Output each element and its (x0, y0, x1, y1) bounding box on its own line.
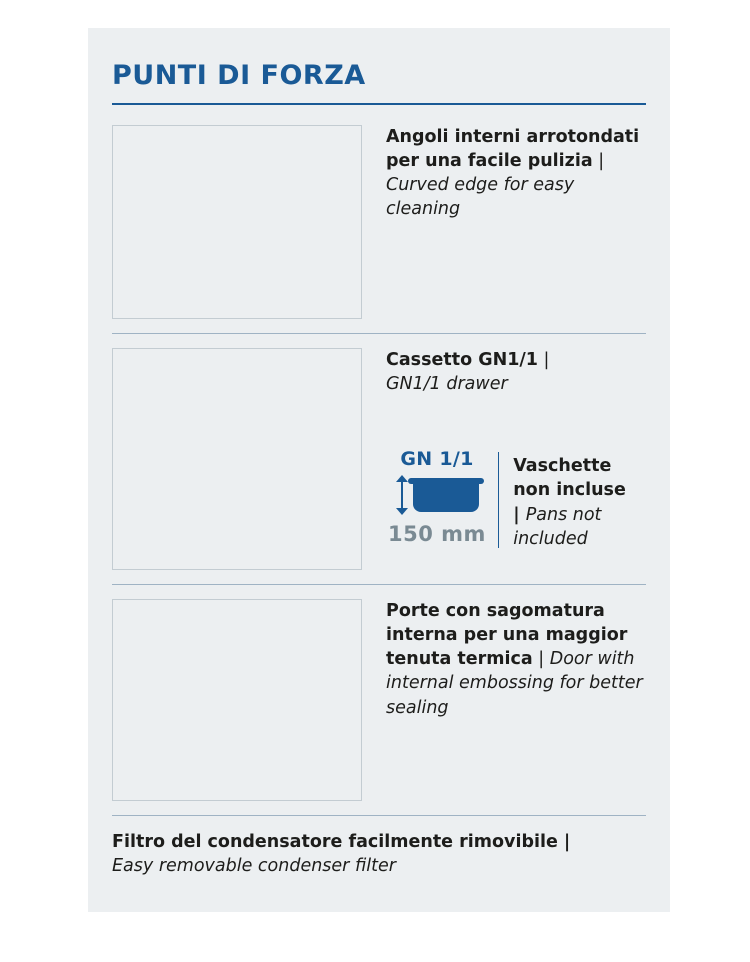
feature-caption-3 (386, 599, 646, 720)
content-area (112, 52, 646, 888)
gn-badge (386, 448, 646, 552)
footer-note-en: Easy removable condenser filter (112, 856, 396, 877)
footer-note-it: Filtro del condensatore facilmente rimovibile (112, 832, 558, 852)
pan-icon (413, 478, 479, 512)
feature-caption-1-en: Curved edge for easy cleaning (386, 175, 575, 220)
feature-text-1 (362, 125, 646, 222)
gn-pan-graphic (386, 473, 488, 517)
feature-text-2 (362, 348, 646, 552)
gn-note (513, 448, 646, 551)
footer-feature-note (112, 830, 646, 888)
feature-row-3 (112, 599, 646, 815)
feature-caption-3-sep: | (532, 649, 550, 670)
feature-caption-3-it: Porte con sagomatura interna per una maggior tenuta termica (386, 601, 628, 670)
title-underline (112, 103, 646, 105)
feature-caption-1-sep: | (592, 151, 605, 172)
height-arrow-icon (395, 475, 409, 515)
gn-size-label: GN 1/1 (400, 448, 474, 471)
divider-3 (112, 815, 646, 816)
interior-rounded-corners-photo (112, 125, 362, 319)
feature-caption-1 (386, 125, 646, 222)
gn-note-sep: | (513, 504, 526, 525)
gn-drawer-photo (112, 348, 362, 570)
divider-2 (112, 584, 646, 585)
gn-depth-label: 150 mm (388, 522, 486, 547)
feature-caption-2-en: GN1/1 drawer (386, 374, 508, 395)
feature-text-3 (362, 599, 646, 720)
gn-vertical-divider (498, 452, 499, 548)
feature-caption-1-it: Angoli interni arrotondati per una facile pulizia (386, 127, 640, 172)
feature-caption-2-it: Cassetto GN1/1 (386, 350, 538, 370)
footer-note-sep: | (557, 832, 571, 852)
feature-row-2 (112, 348, 646, 584)
feature-caption-2-sep: | (537, 350, 550, 370)
gn-badge-graphic (386, 448, 498, 546)
gn-note-it: Vaschette non incluse (513, 456, 626, 501)
feature-caption-2 (386, 348, 646, 396)
divider-1 (112, 333, 646, 334)
feature-caption-3-en: Door with internal embossing for better sealing (386, 649, 643, 718)
feature-row-1 (112, 125, 646, 333)
gn-note-en: Pans not included (513, 504, 602, 549)
door-internal-embossing-photo (112, 599, 362, 801)
page-title: PUNTI DI FORZA (112, 60, 366, 91)
